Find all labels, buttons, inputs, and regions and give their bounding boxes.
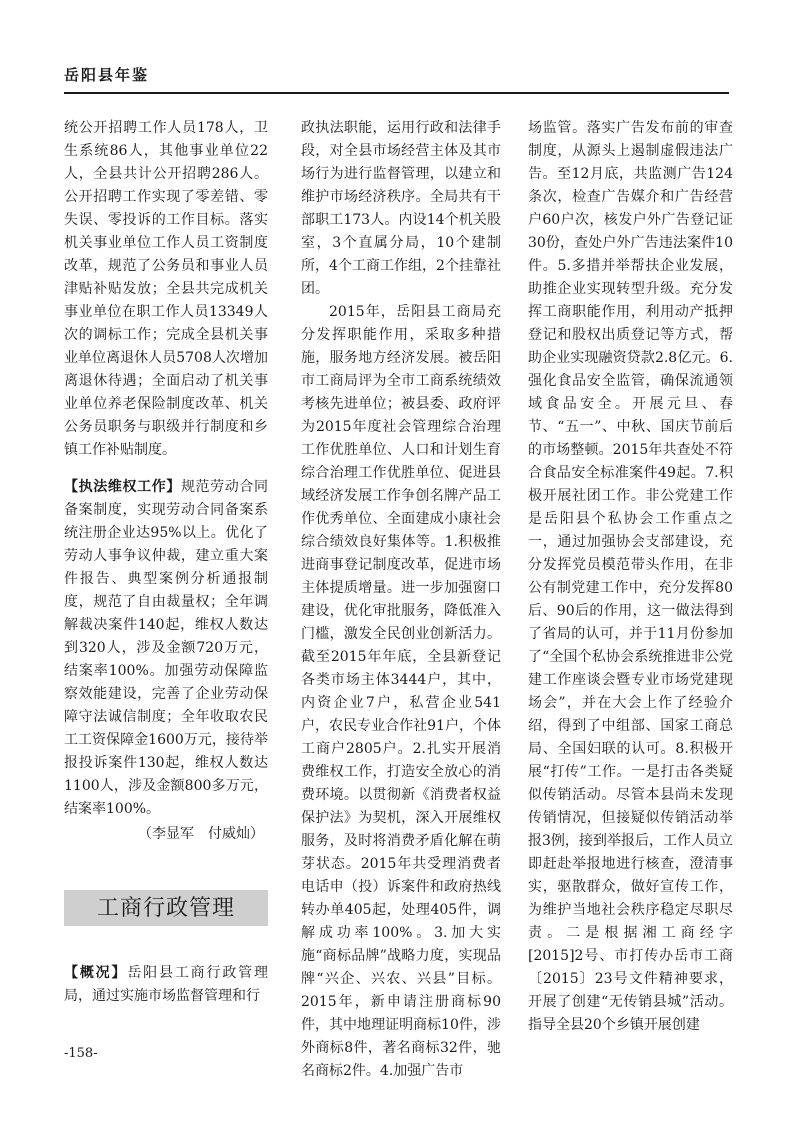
paragraph-right-1: 场监管。落实广告发布前的审查制度，从源头上遏制虚假违法广告。至12月底，共监测广告124条次，检查广告媒介和广告经营户60户次，核发户外广告登记证30份，查处户外广告违法案件10件。5.多措并举帮扶企业发展，助推企业实现转型升级。充分发挥工商职能作用，利用动产抵押登记和股权出质登记等方式，帮助企业实现融资贷款2.8亿元。6.强化食品安全监管，确保流通领域食品安全。开展元旦、春节、“五一”、中秋、国庆节前后的市场整顿。2015年共查处不符合食品安全标准案件49起。7.积极开展社团工作。非公党建工作是岳阳县个私协会工作重点之一，通过加强协会支部建设，充分发挥党员模范带头作用，在非公有制党建工作中，充分发挥80后、90后的作用，这一做法得到了省局的认可，并于11月份参加了“全国个私协会系统推进非公党建工作座谈会暨专业市场党建现场会”，并在大会上作了经验介绍，得到了中组部、国家工商总局、全国妇联的认可。8.积极开展“打传”工作。一是打击各类疑似传销活动。尽管本县尚未发现传销情况，但接疑似传销活动举报3例，接到举报后，工作人员立即赶赴举报地进行核查，澄清事实，驱散群众，做好宣传工作，为维护当地社会秩序稳定尽职尽责。二是根据湘工商经字[2015]2号、市打传办岳市工商〔2015〕23号文件精神要求，开展了创建“无传销县城”活动。指导全县20个乡镇开展创建: [528, 120, 733, 1033]
section-label-overview: 【概况】: [64, 965, 128, 981]
law-text: 规范劳动合同备案制度，实现劳动合同备案系统注册企业达95%以上。优化了劳动人事争议仲裁，建立重大案件报告、典型案例分析通报制度，规范了自由裁量权；全年调解裁决案件140起，维权人数达到320人，涉及金额720万元，结案率100%。加强劳动保障监察效能建设，完善了企业劳动保障守法诚信制度；全年收取农民工工资保障金1600万元，接待举报投诉案件130起，维权人数达1100人，涉及金额800多万元，结案率100%。: [64, 479, 269, 817]
author-credit: （李显军 付威灿）: [138, 826, 264, 842]
section-heading: 工商行政管理: [64, 890, 268, 926]
column-left: [64, 117, 268, 1008]
column-right: [528, 117, 733, 1037]
page-number: -158-: [64, 1046, 98, 1061]
header-rule: [64, 92, 729, 94]
column-middle: [301, 117, 501, 1083]
paragraph-law-enforcement: [64, 476, 268, 821]
section-label-law: 【执法维权工作】: [64, 479, 181, 495]
running-header: 岳阳县年鉴: [64, 66, 150, 84]
overview-text: 岳阳县工商行政管理局，通过实施市场监督管理和行: [64, 965, 269, 1004]
paragraph-overview: [64, 962, 268, 1008]
paragraph-middle-1: 政执法职能，运用行政和法律手段，对全县市场经营主体及其市场行为进行监督管理，以建立和维护市场经济秩序。全局共有干部职工173人。内设14个机关股室，3个直属分局，10个建制所，4个工商工作组，2个挂靠社团。: [301, 120, 501, 297]
paragraph-middle-2: 2015年，岳阳县工商局充分发挥职能作用，采取多种措施，服务地方经济发展。被岳阳市工商局评为全市工商系统绩效考核先进单位；被县委、政府评为2015年度社会管理综合治理工作优胜单位、人口和计划生育综合治理工作优胜单位、促进县域经济发展工作争创名牌产品工作优秀单位、全面建成小康社会综合绩效良好集体等。1.积极推进商事登记制度改革，促进市场主体提质增量。进一步加强窗口建设，优化审批服务，降低准入门槛，激发全民创业创新活力。截至2015年年底，全县新登记各类市场主体3444户，其中，内资企业7户，私营企业541户，农民专业合作社91户，个体工商户2805户。2.扎实开展消费维权工作，打造安全放心的消费环境。以贯彻新《消费者权益保护法》为契机，深入开展维权服务，及时将消费矛盾化解在萌芽状态。2015年共受理消费者电话申（投）诉案件和政府热线转办单405起，处理405件，调解成功率100%。3.加大实施“商标品牌”战略力度，实现品牌“兴企、兴农、兴县”目标。2015年，新申请注册商标90件，其中地理证明商标10件，涉外商标8件，著名商标32件，驰名商标2件。4.加强广告市: [301, 304, 501, 1079]
paragraph-intro: 统公开招聘工作人员178人，卫生系统86人，其他事业单位22人，全县共计公开招聘286人。公开招聘工作实现了零差错、零失误、零投诉的工作目标。落实机关事业单位工作人员工资制度改革，规范了公务员和事业人员津贴补贴发放；全县共完成机关事业单位在职工作人员13349人次的调标工作；完成全县机关事业单位离退休人员5708人次增加离退休待遇；全面启动了机关事业单位养老保险制度改革、机关公务员职务与职级并行制度和乡镇工作补贴制度。: [64, 120, 268, 458]
